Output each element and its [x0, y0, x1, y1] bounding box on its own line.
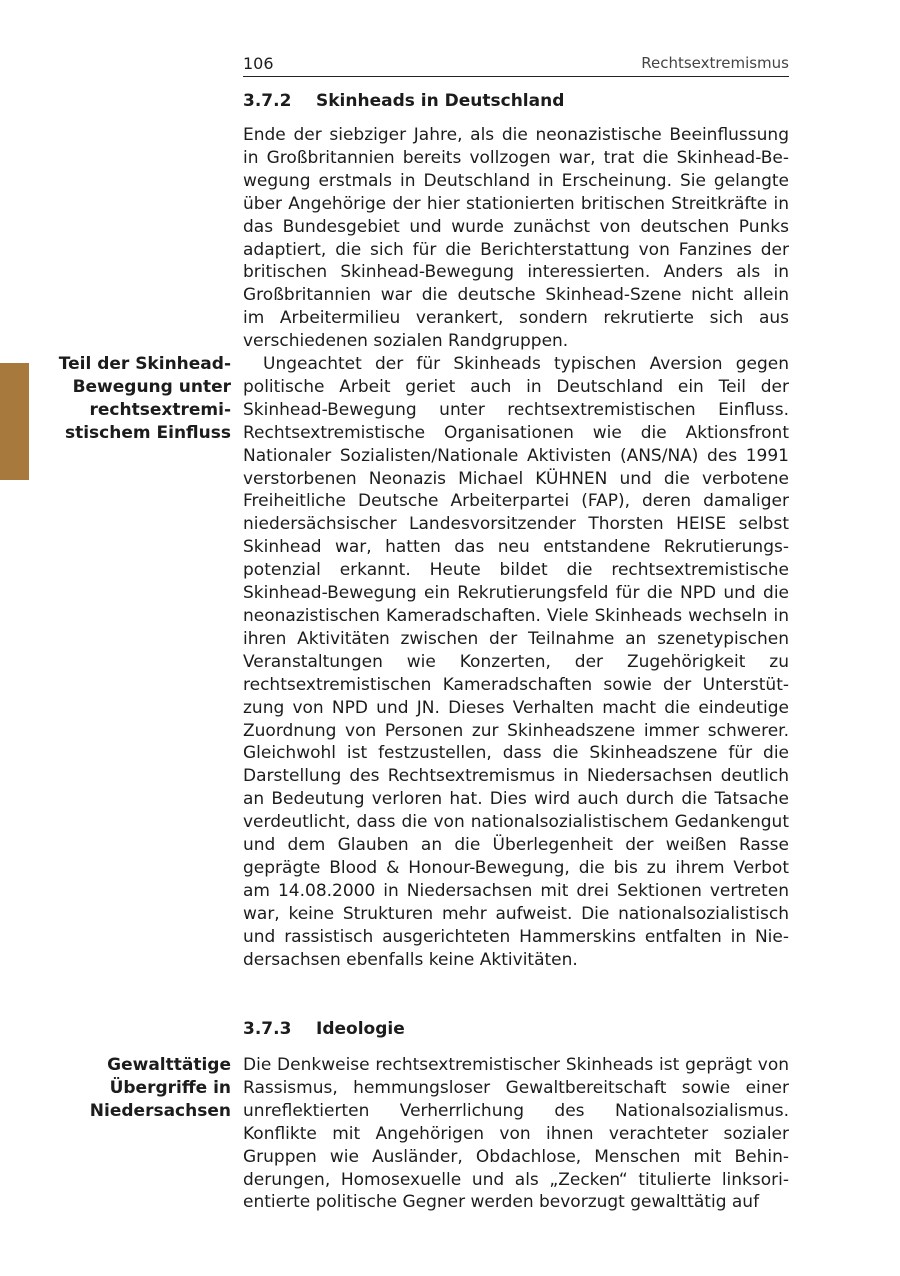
- paragraph-skinheads-influence: Ungeachtet der für Skinheads typischen Aversion gegen politische Arbeit geriet auch in Deutschland ein Teil der Skinhead-Bewegung unter rechtsextremistischen Einfluss. Rechtsextremistische Organisationen wie die Aktionsfront Nationaler Sozialisten/Nationale Aktivisten (ANS/NA) des 1991 verstorbenen Neonazis Michael KÜHNEN und die verbotene Freiheitliche Deutsche Arbeiterpartei (FAP), deren damaliger niedersächsischer Landesvorsitzender Thorsten HEISE selbst Skinhead war, hatten das neu entstandene Rekrutierungspotenzial erkannt. Heute bildet die rechtsextremistische Skinhead-Bewegung ein Rekrutierungsfeld für die NPD und die neonazistischen Kameradschaften. Viele Skinheads wechseln in ihren Aktivitäten zwischen der Teilnahme an szenetypischen Veranstaltungen wie Konzerten, der Zugehörigkeit zu rechtsextremistischen Kameradschaften sowie der Unterstützung von NPD und JN. Dieses Verhalten macht die eindeutige Zuordnung von Personen zur Skinheadszene immer schwerer. Gleichwohl ist festzustellen, dass die Skinheadszene für die Darstellung des Rechtsextremismus in Niedersachsen deutlich an Bedeutung verloren hat. Dies wird auch durch die Tatsache verdeutlicht, dass die von nationalsozialistischem Gedankengut und dem Glauben an die Überlegenheit der weißen Rasse geprägte Blood & Honour-Bewegung, die bis zu ihrem Verbot am 14.08.2000 in Niedersachsen mit drei Sektionen vertreten war, keine Strukturen mehr aufweist. Die nationalsozialistisch und rassistisch ausgerichteten Hammerskins entfalten in Niedersachsen ebenfalls keine Aktivitäten.: [243, 354, 789, 970]
- section-number: 3.7.3: [243, 1019, 292, 1039]
- section-number: 3.7.2: [243, 91, 292, 111]
- page-header: [243, 52, 789, 77]
- section-heading-skinheads: [243, 91, 564, 111]
- section-heading-ideologie: [243, 1019, 405, 1039]
- chapter-tab-marker: [0, 363, 29, 480]
- paragraph-ideologie: Die Denkweise rechtsextremistischer Skinheads ist geprägt von Rassismus, hemmungsloser Gewaltbereitschaft sowie einer unreflektierten Verherrlichung des Nationalsozialismus. Konflikte mit Angehörigen von ihnen verachteter sozialer Gruppen wie Ausländer, Obdachlose, Menschen mit Behinderungen, Homosexuelle und als „Zecken“ titulierte linksorientierte politische Gegner werden bevorzugt gewalttätig auf: [243, 1055, 789, 1213]
- section-title: Skinheads in Deutschland: [316, 91, 565, 111]
- section-title: Ideologie: [316, 1019, 405, 1039]
- paragraph-skinheads-intro: Ende der siebziger Jahre, als die neonazistische Beeinflussung in Großbritannien bereits vollzogen war, trat die Skinhead-Bewegung erstmals in Deutschland in Erscheinung. Sie gelangte über Angehörige der hier stationierten britischen Streitkräfte in das Bundesgebiet und wurde zunächst von deutschen Punks adaptiert, die sich für die Berichterstattung von Fanzines der britischen Skinhead-Bewegung interessierten. Anders als in Großbritannien war die deutsche Skinhead-Szene nicht allein im Arbeitermilieu verankert, sondern rekrutierte sich aus verschiedenen sozialen Randgruppen.: [243, 125, 789, 352]
- margin-note-skinhead-influence: Teil der Skinhead-Bewegung unter rechtsextremistischem Einfluss: [58, 354, 231, 443]
- running-title: Rechtsextremismus: [641, 54, 789, 72]
- margin-note-violence: Gewalttätige Übergriffe in Niedersachsen: [89, 1055, 231, 1121]
- page-number: 106: [243, 54, 274, 73]
